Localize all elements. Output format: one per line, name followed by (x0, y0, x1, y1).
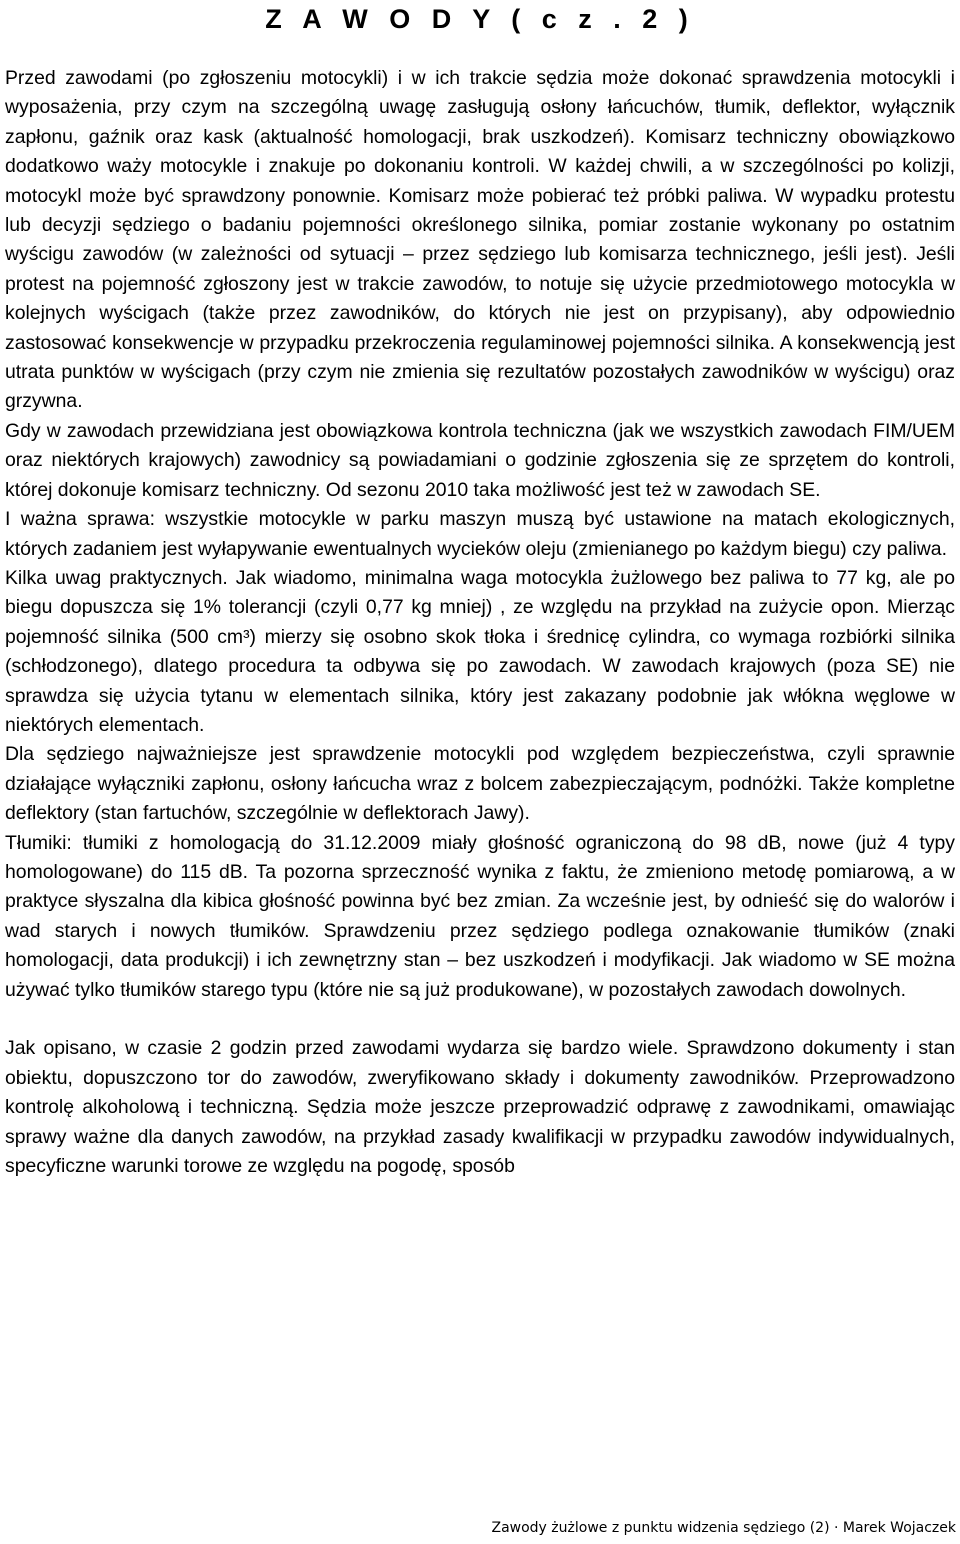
paragraph-ecological-mats: I ważna sprawa: wszystkie motocykle w parku maszyn muszą być ustawione na matach ekologicznych, których zadaniem jest wyłapywanie ewentualnych wycieków oleju (zmienianego po każdym biegu) czy paliwa. (5, 508, 955, 560)
paragraph-silencers: Tłumiki: tłumiki z homologacją do 31.12.2009 miały głośność ograniczoną do 98 dB, nowe (już 4 typy homologowane) do 115 dB. Ta pozorna sprzeczność wynika z faktu, że zmieniono metodę pomiarową, a w praktyce słyszalna dla kibica głośność powinna być bez zmian. Za wcześnie jest, by odnieść się do walorów i wad starych i nowych tłumików. Sprawdzeniu przez sędziego podlega oznakowanie tłumików (znaki homologacji, data produkcji) i ich zewnętrzny stan – bez uszkodzeń i modyfikacji. Jak wiadomo w SE można używać tylko tłumików starego typu (które nie są już produkowane), w pozostałych zawodach dowolnych. (5, 831, 955, 1001)
paragraph-technical-control: Gdy w zawodach przewidziana jest obowiązkowa kontrola techniczna (jak we wszystkich zawodach FIM/UEM oraz niektórych krajowych) zawodnicy są powiadamiani o godzinie zgłoszenia się ze sprzętem do kontroli, której dokonuje komisarz techniczny. Od sezonu 2010 taka możliwość jest też w zawodach SE. (5, 419, 955, 501)
page-title: Z A W O D Y ( c z . 2 ) (265, 4, 695, 34)
paragraph-summary: Jak opisano, w czasie 2 godzin przed zawodami wydarza się bardzo wiele. Sprawdzono dokumenty i stan obiektu, dopuszczono tor do zawodów, zweryfikowano składy i dokumenty zawodników. Przeprowadzono kontrolę alkoholową i techniczną. Sędzia może jeszcze przeprowadzić odprawę z zawodnikami, omawiając sprawy ważne dla danych zawodów, na przykład zasady kwalifikacji w przypadku zawodów indywidualnych, specyficzne warunki torowe ze względu na pogodę, sposób (5, 1037, 955, 1178)
paragraph-safety-check: Dla sędziego najważniejsze jest sprawdzenie motocykli pod względem bezpieczeństwa, czyli sprawnie działające wyłączniki zapłonu, osłony łańcucha wraz z bolcem zabezpieczającym, podnóżki. Także kompletne deflektory (stan fartuchów, szczególnie w deflektorach Jawy). (5, 743, 955, 825)
paragraph-practical-notes: Kilka uwag praktycznych. Jak wiadomo, minimalna waga motocykla żużlowego bez paliwa to 77 kg, ale po biegu dopuszcza się 1% tolerancji (czyli 0,77 kg mniej) , ze względu na przykład na zużycie opon. Mierząc pojemność silnika (500 cm³) mierzy się osobno skok tłoka i średnicę cylindra, co wymaga rozbiórki silnika (schłodzonego), dlatego procedura ta odbywa się po zawodach. W zawodach krajowych (poza SE) nie sprawdza się użycia tytanu w elementach silnika, który jest zakazany podobnie jak włókna węglowe w niektórych elementach. (5, 566, 955, 736)
paragraph-inspection: Przed zawodami (po zgłoszeniu motocykli) i w ich trakcie sędzia może dokonać sprawdzenia motocykli i wyposażenia, przy czym na szczególną uwagę zasługują osłony łańcuchów, tłumik, deflektor, wyłącznik zapłonu, gaźnik oraz kask (aktualność homologacji, brak uszkodzeń). Komisarz techniczny obowiązkowo dodatkowo waży motocykle i znakuje po dokonaniu kontroli. W każdej chwili, a w szczególności po kolizji, motocykl może być sprawdzony ponownie. Komisarz może pobierać też próbki paliwa. W wypadku protestu lub decyzji sędziego o badaniu pojemności określonego silnika, pomiar zostanie wykonany po ostatnim wyścigu zawodów (w zależności od sytuacji – przez sędziego lub komisarza technicznego, jeśli jest). Jeśli protest na pojemność zgłoszony jest w trakcie zawodów, to notuje się użycie przedmiotowego motocykla w kolejnych wyścigach (także przez zawodników, do których nie jest on przypisany), aby odpowiednio zastosować konsekwencje w przypadku przekroczenia regulaminowej pojemności silnika. A konsekwencją jest utrata punktów w wyścigach (przy czym nie zmienia się rezultatów pozostałych zawodników w wyścigu) oraz grzywna. (5, 67, 955, 413)
document-body (5, 64, 955, 1181)
page-footer: Zawody żużlowe z punktu widzenia sędziego (2) · Marek Wojaczek (491, 1520, 956, 1536)
